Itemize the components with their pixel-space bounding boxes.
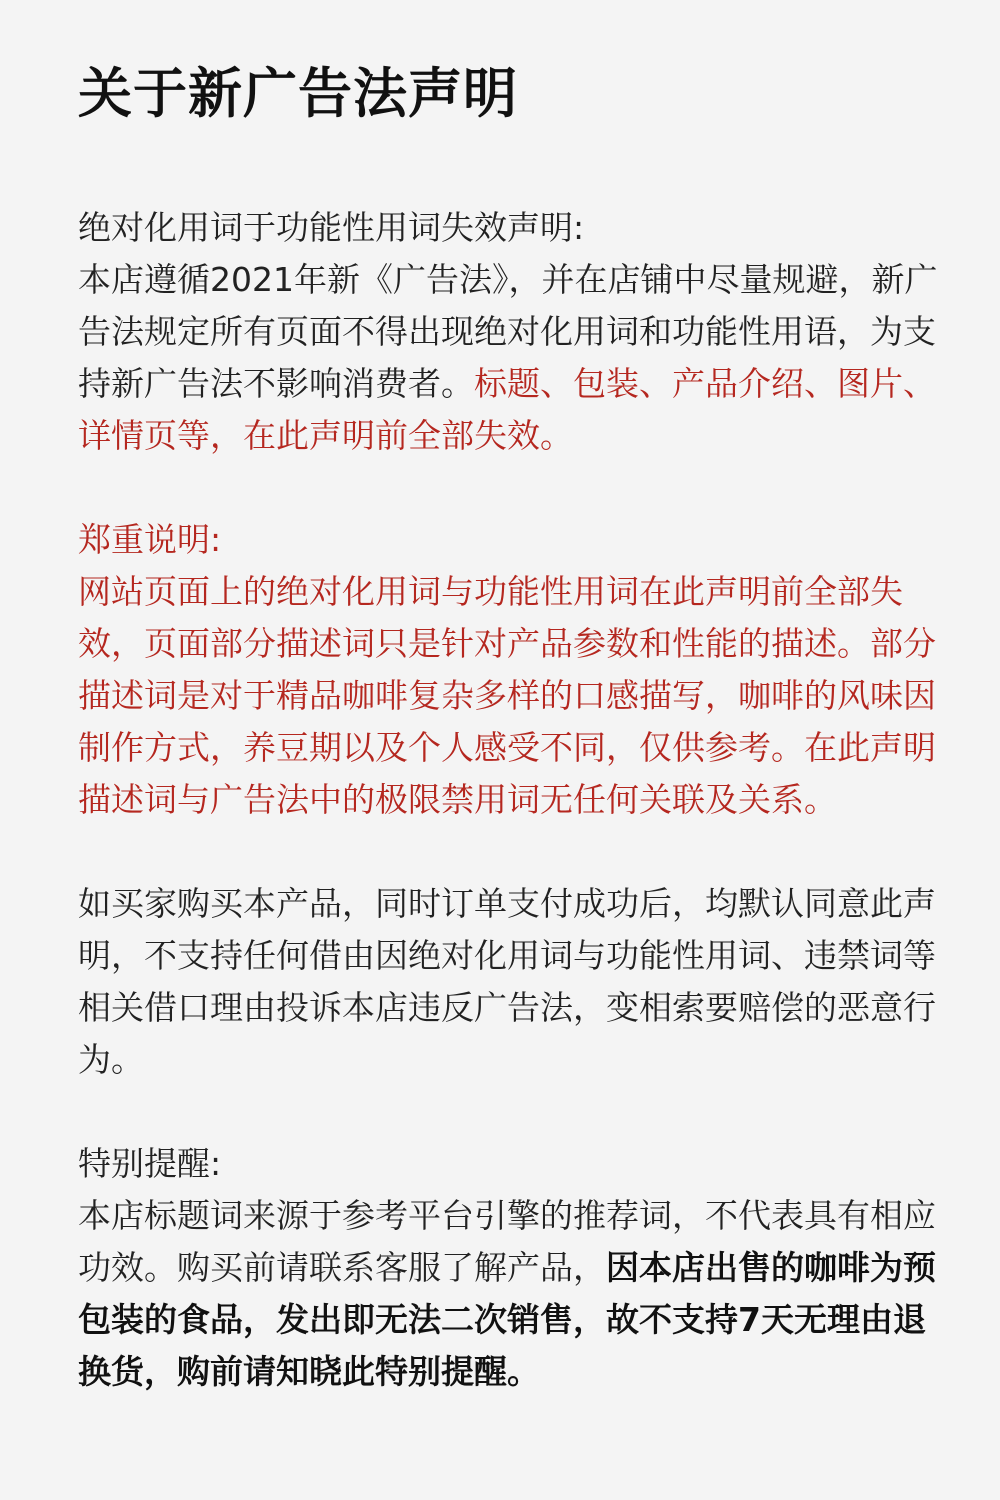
solemn-statement-section: [78, 514, 940, 826]
buyer-consent-section: [78, 878, 940, 1086]
solemn-statement-body: 网站页面上的绝对化用词与功能性用词在此声明前全部失效，页面部分描述词只是针对产品参数和性能的描述。部分描述词是对于精品咖啡复杂多样的口感描写，咖啡的风味因制作方式，养豆期以及个人感受不同，仅供参考。在此声明描述词与广告法中的极限禁用词无任何关联及关系。: [78, 572, 936, 819]
special-reminder-heading: 特别提醒:: [78, 1144, 222, 1183]
absolute-words-body: 本店遵循2021年新《广告法》，并在店铺中尽量规避，新广告法规定所有页面不得出现绝对化用词和功能性用语，为支持新广告法不影响消费者。: [78, 260, 938, 403]
solemn-statement-heading: 郑重说明:: [78, 520, 222, 559]
special-reminder-bold: 因本店出售的咖啡为预包装的食品，发出即无法二次销售，故不支持7天无理由退换货，购前请知晓此特别提醒。: [78, 1248, 936, 1391]
special-reminder-section: [78, 1138, 940, 1398]
page-title: 关于新广告法声明: [78, 62, 518, 125]
buyer-consent-body: 如买家购买本产品，同时订单支付成功后，均默认同意此声明，不支持任何借由因绝对化用词与功能性用词、违禁词等相关借口理由投诉本店违反广告法，变相索要赔偿的恶意行为。: [78, 884, 936, 1079]
special-reminder-body: 本店标题词来源于参考平台引擎的推荐词，不代表具有相应功效。购买前请联系客服了解产品，: [78, 1196, 936, 1287]
absolute-words-highlight: 标题、包装、产品介绍、图片、详情页等，在此声明前全部失效。: [78, 364, 936, 455]
absolute-words-section: [78, 202, 940, 462]
absolute-words-heading: 绝对化用词于功能性用词失效声明:: [78, 208, 585, 247]
